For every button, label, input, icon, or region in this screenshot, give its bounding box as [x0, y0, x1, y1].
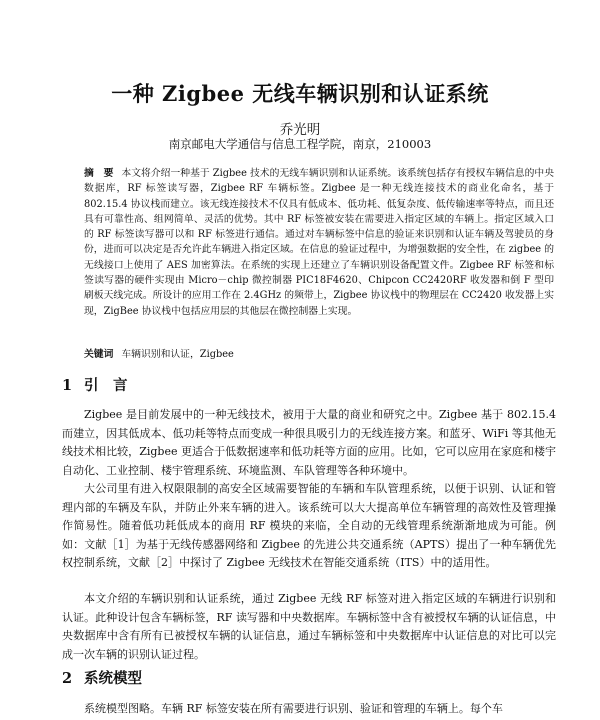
keywords-text: 车辆识别和认证，Zigbee [121, 349, 234, 360]
body-paragraph: 系统模型图略。车辆 RF 标签安装在所有需要进行识别、验证和管理的车辆上。每个车 [84, 702, 503, 715]
author-affiliation: 南京邮电大学通信与信息工程学院，南京，210003 [168, 137, 432, 151]
abstract-label: 摘 要 [84, 168, 114, 179]
paper-title: 一种 Zigbee 无线车辆识别和认证系统 [111, 81, 489, 106]
keywords [84, 347, 554, 362]
section-number: 2 [62, 670, 73, 687]
author-name: 乔光明 [279, 122, 321, 138]
keywords-label: 关键词 [84, 349, 114, 360]
section-title: 引 言 [84, 377, 128, 394]
body-paragraph: Zigbee 是目前发展中的一种无线技术，被用于大量的商业和研究之中。Zigbee 基于 802.15.4 而建立，因其低成本、低功耗等特点而变成一种很具吸引力的无线连接方案。和蓝牙、WiFi 等其他无线技术相比较，Zigbee 更适合于低数据速率和低功耗等方面的应用。比如，它可以应用在家庭和楼宇自动化、工业控制、楼宇管理系统、环境监测、车队管理等各种环境中。 [62, 408, 556, 477]
section-heading-introduction [62, 374, 128, 395]
body-paragraph: 本文介绍的车辆识别和认证系统，通过 Zigbee 无线 RF 标签对进入指定区域的车辆进行识别和认证。此种设计包含车辆标签，RF 读写器和中央数据库。车辆标签中含有被授权车辆的认证信息，中央数据库中含有所有已被授权车辆的认证信息，通过车辆标签和中央数据库中认证信息的对比可以完成一次车辆的识别认证过程。 [62, 592, 556, 661]
section-title: 系统模型 [84, 670, 142, 687]
section-number: 1 [62, 377, 73, 394]
body-paragraph: 大公司里有进入权限限制的高安全区域需要智能的车辆和车队管理系统，以便于识别、认证和管理内部的车辆及车队，并防止外来车辆的进入。该系统可以大大提高单位车辆管理的高效性及管理操作简易性。随着低功耗低成本的商用 RF 模块的来临，全自动的无线管理系统渐渐地成为可能。例如：文献［1］为基于无线传感器网络和 Zigbee 的先进公共交通系统（APTS）提出了一种车辆优先权控制系统，文献［2］中探讨了 Zigbee 无线技术在智能交通系统（ITS）中的适用性。 [62, 482, 556, 569]
abstract [84, 166, 554, 319]
section-heading-system-model [62, 667, 142, 688]
abstract-text: 本文将介绍一种基于 Zigbee 技术的无线车辆识别和认证系统。该系统包括存有授权车辆信息的中央数据库，RF 标签读写器，Zigbee RF 车辆标签。Zigbee 是一种无线连接技术的商业化命名，基于 802.15.4 协议栈而建立。该无线连接技术不仅具有低成本、低功耗、低复杂度、低传输速率等特点，而且还具有可靠性高、组网简单、灵活的优势。其中 RF 标签被安装在需要进入指定区域的车辆上。指定区域入口的 RF 标签读写器可以和 RF 标签进行通信。通过对车辆标签中信息的验证来识别和认证车辆及驾驶员的身份，进而可以决定是否允许此车辆进入指定区域。在信息的验证过程中，为增强数据的安全性，在 zigbee 的无线接口上使用了 AES 加密算法。在系统的实现上还建立了车辆识别设备配置文件。Zigbee RF 标签和标签读写器的硬件实现由 Micro－chip 微控制器 PIC18F4620、Chipcon CC2420RF 收发器和倒 F 型印刷板天线完成。所设计的应用工作在 2.4GHz 的频带上，Zigbee 协议栈中的物理层在 CC2420 收发器上实现，ZigBee 协议栈中包括应用层的其他层在微控制器上实现。 [84, 168, 554, 317]
